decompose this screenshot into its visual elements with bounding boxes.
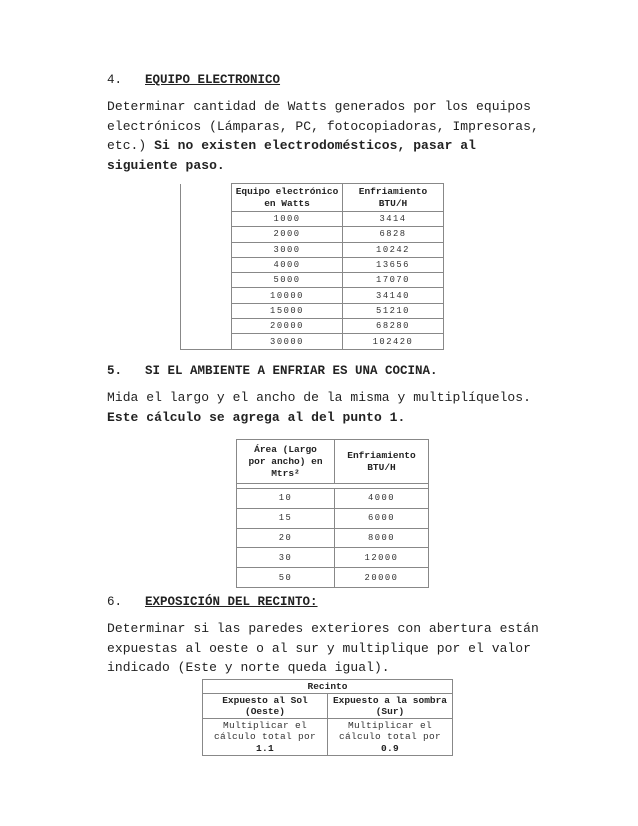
shade-multiplier-text: Multiplicar el cálculo total por bbox=[338, 719, 441, 743]
section-4-paragraph bbox=[107, 97, 547, 175]
btu-cell: 10242 bbox=[343, 242, 444, 257]
btu-cell: 8000 bbox=[335, 528, 429, 548]
column-header-sun-west: Expuesto al Sol (Oeste) bbox=[203, 694, 328, 719]
table-row bbox=[237, 508, 429, 528]
table-row bbox=[237, 548, 429, 568]
section-5-bold-text: Este cálculo se agrega al del punto 1. bbox=[107, 409, 406, 425]
table-spacer bbox=[181, 273, 232, 288]
table-row bbox=[237, 528, 429, 548]
area-cell: 10 bbox=[237, 489, 335, 509]
section-5-title: SI EL AMBIENTE A ENFRIAR ES UNA COCINA. bbox=[145, 364, 438, 378]
btu-cell: 4000 bbox=[335, 489, 429, 509]
table-row bbox=[181, 257, 444, 272]
table-spacer bbox=[181, 288, 232, 303]
watts-cell: 5000 bbox=[232, 273, 343, 288]
table-spacer bbox=[181, 227, 232, 242]
watts-cooling-table bbox=[180, 183, 444, 350]
shade-multiplier-cell bbox=[328, 719, 453, 756]
table-spacer bbox=[181, 334, 232, 349]
kitchen-table-body bbox=[237, 484, 429, 588]
watts-cell: 4000 bbox=[232, 257, 343, 272]
section-6-number: 6. bbox=[107, 595, 123, 609]
btu-cell: 3414 bbox=[343, 212, 444, 227]
sun-multiplier-value: 1.1 bbox=[255, 742, 274, 754]
table-row bbox=[181, 227, 444, 242]
table-header-recinto: Recinto bbox=[203, 680, 453, 694]
table-row bbox=[237, 489, 429, 509]
area-cell: 15 bbox=[237, 508, 335, 528]
watts-table-body bbox=[181, 212, 444, 350]
section-6-title: EXPOSICIÓN DEL RECINTO: bbox=[145, 595, 318, 609]
area-cell: 30 bbox=[237, 548, 335, 568]
area-cell: 50 bbox=[237, 568, 335, 588]
table-row bbox=[237, 568, 429, 588]
table-row bbox=[181, 242, 444, 257]
watts-cell: 1000 bbox=[232, 212, 343, 227]
column-header-btu: Enfriamiento BTU/H bbox=[335, 440, 429, 484]
section-4-bold-text: Si no existen electrodomésticos, pasar al siguiente paso. bbox=[107, 138, 477, 173]
watts-cell: 30000 bbox=[232, 334, 343, 349]
area-cell: 20 bbox=[237, 528, 335, 548]
watts-cell: 3000 bbox=[232, 242, 343, 257]
btu-cell: 6000 bbox=[335, 508, 429, 528]
table-row bbox=[181, 319, 444, 334]
table-row bbox=[181, 288, 444, 303]
watts-cell: 2000 bbox=[232, 227, 343, 242]
section-4-text: Determinar cantidad de Watts generados por los equipos electrónicos (Lámparas, PC, fotocopiadoras, Impresoras, etc.) bbox=[107, 99, 539, 153]
btu-cell: 102420 bbox=[343, 334, 444, 349]
section-5-number: 5. bbox=[107, 364, 123, 378]
column-header-watts: Equipo electrónico en Watts bbox=[232, 184, 343, 212]
section-5-paragraph bbox=[107, 388, 547, 427]
table-spacer bbox=[181, 184, 232, 212]
section-4-number: 4. bbox=[107, 73, 123, 87]
section-4-title: EQUIPO ELECTRONICO bbox=[145, 73, 281, 87]
btu-cell: 6828 bbox=[343, 227, 444, 242]
btu-cell: 34140 bbox=[343, 288, 444, 303]
column-header-area: Área (Largo por ancho) en Mtrs² bbox=[237, 440, 335, 484]
table-spacer bbox=[181, 257, 232, 272]
kitchen-area-table bbox=[236, 439, 429, 588]
section-5-heading bbox=[107, 363, 438, 379]
btu-cell: 17070 bbox=[343, 273, 444, 288]
table-row bbox=[181, 273, 444, 288]
table-row bbox=[181, 303, 444, 318]
watts-cell: 10000 bbox=[232, 288, 343, 303]
column-header-btu: Enfriamiento BTU/H bbox=[343, 184, 444, 212]
btu-cell: 51210 bbox=[343, 303, 444, 318]
watts-cell: 15000 bbox=[232, 303, 343, 318]
sun-multiplier-text: Multiplicar el cálculo total por bbox=[213, 719, 316, 743]
section-6-paragraph: Determinar si las paredes exteriores con abertura están expuestas al oeste o al sur y multiplique por el valor indicado (Este y norte queda igual). bbox=[107, 621, 539, 675]
sun-multiplier-cell bbox=[203, 719, 328, 756]
section-4-heading bbox=[107, 72, 280, 88]
table-row bbox=[181, 334, 444, 349]
btu-cell: 20000 bbox=[335, 568, 429, 588]
column-header-shade-south: Expuesto a la sombra (Sur) bbox=[328, 694, 453, 719]
table-row bbox=[181, 212, 444, 227]
room-exposure-table bbox=[202, 679, 453, 756]
btu-cell: 12000 bbox=[335, 548, 429, 568]
table-spacer bbox=[181, 242, 232, 257]
table-spacer bbox=[181, 303, 232, 318]
table-spacer bbox=[181, 319, 232, 334]
watts-cell: 20000 bbox=[232, 319, 343, 334]
shade-multiplier-value: 0.9 bbox=[380, 742, 399, 754]
btu-cell: 68280 bbox=[343, 319, 444, 334]
section-6-heading bbox=[107, 594, 318, 610]
btu-cell: 13656 bbox=[343, 257, 444, 272]
section-5-text: Mida el largo y el ancho de la misma y multiplíquelos. bbox=[107, 390, 531, 405]
table-spacer bbox=[181, 212, 232, 227]
